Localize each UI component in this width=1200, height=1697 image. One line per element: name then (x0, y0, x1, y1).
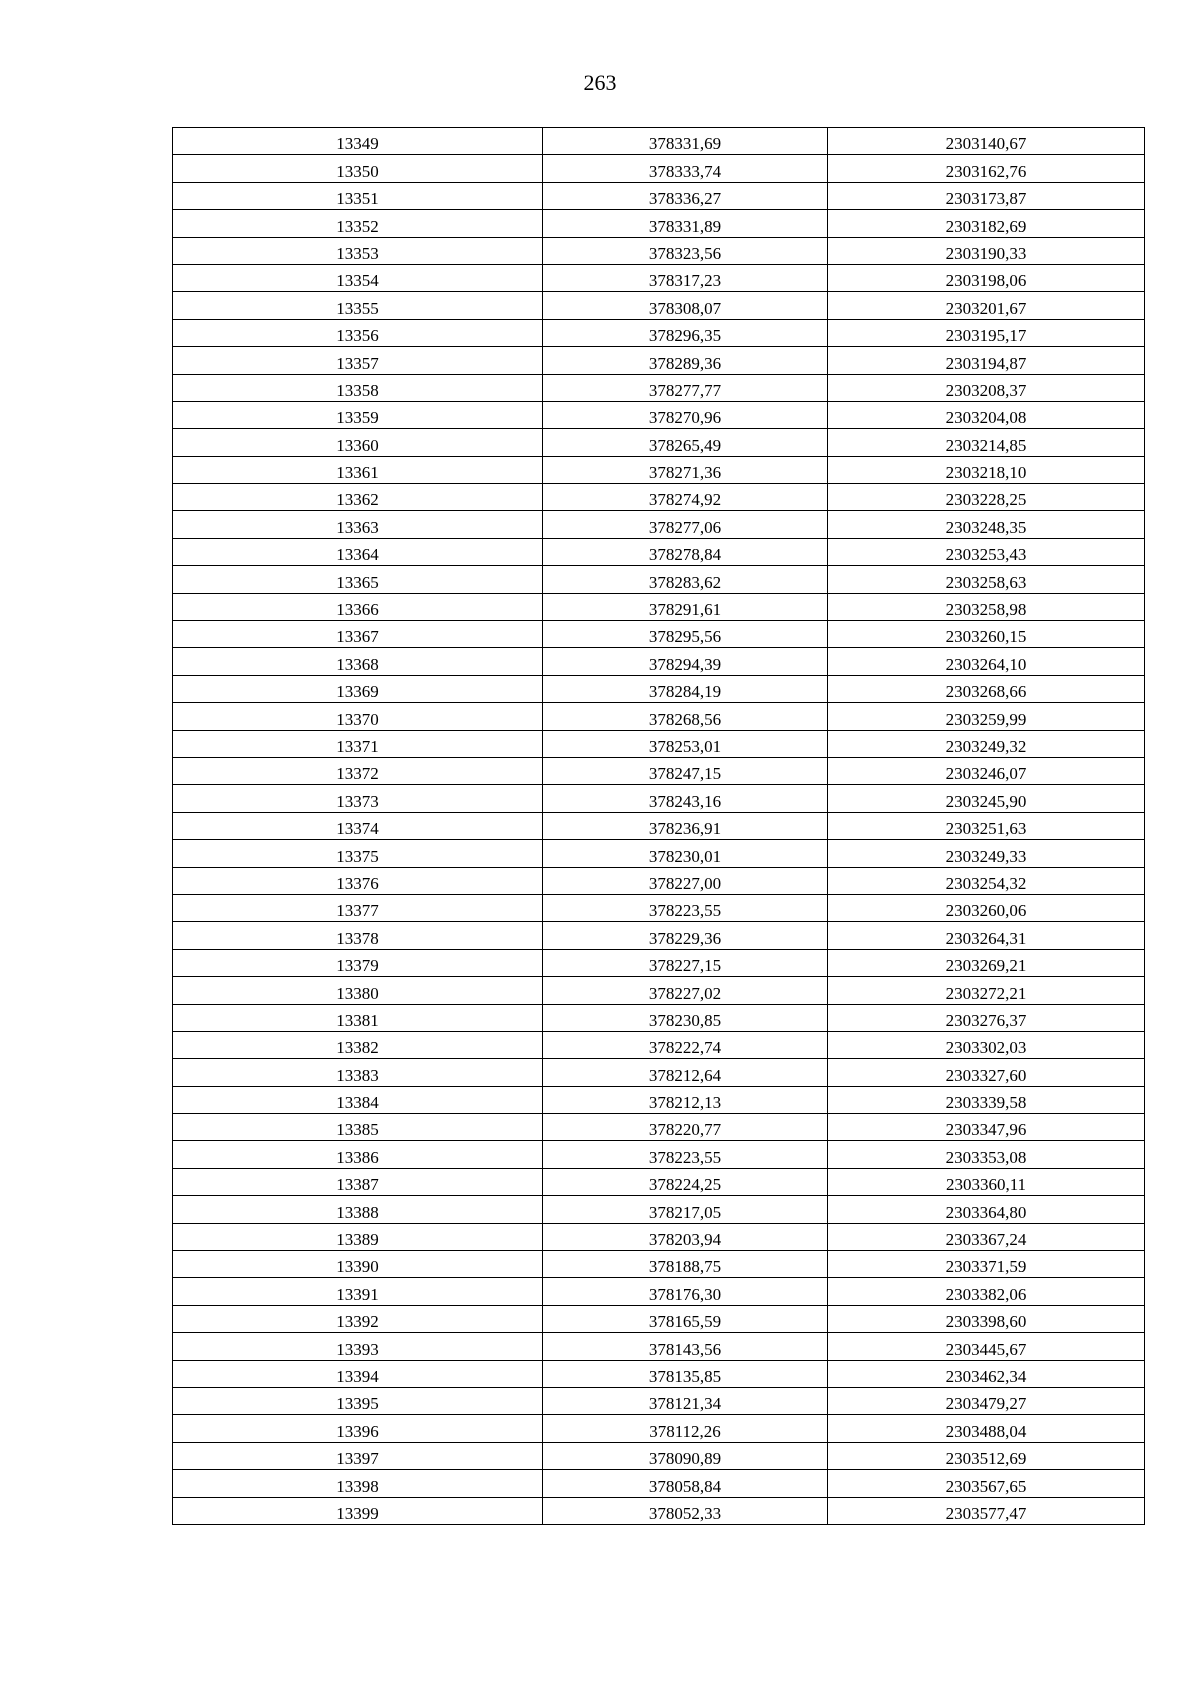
y-coordinate-cell: 2303140,67 (828, 128, 1145, 155)
point-number-cell: 13395 (173, 1387, 543, 1414)
table-row (173, 922, 1145, 949)
x-coordinate-cell: 378090,89 (543, 1442, 828, 1469)
y-coordinate-cell: 2303264,31 (828, 922, 1145, 949)
x-coordinate-cell: 378112,26 (543, 1415, 828, 1442)
point-number-cell: 13370 (173, 703, 543, 730)
table-row (173, 155, 1145, 182)
point-number-cell: 13349 (173, 128, 543, 155)
y-coordinate-cell: 2303268,66 (828, 675, 1145, 702)
table-row (173, 675, 1145, 702)
y-coordinate-cell: 2303269,21 (828, 949, 1145, 976)
y-coordinate-cell: 2303214,85 (828, 429, 1145, 456)
point-number-cell: 13396 (173, 1415, 543, 1442)
point-number-cell: 13353 (173, 237, 543, 264)
point-number-cell: 13397 (173, 1442, 543, 1469)
x-coordinate-cell: 378223,55 (543, 1141, 828, 1168)
point-number-cell: 13383 (173, 1059, 543, 1086)
point-number-cell: 13394 (173, 1360, 543, 1387)
table-row (173, 484, 1145, 511)
point-number-cell: 13391 (173, 1278, 543, 1305)
point-number-cell: 13386 (173, 1141, 543, 1168)
y-coordinate-cell: 2303173,87 (828, 182, 1145, 209)
table-row (173, 374, 1145, 401)
y-coordinate-cell: 2303248,35 (828, 511, 1145, 538)
x-coordinate-cell: 378212,64 (543, 1059, 828, 1086)
point-number-cell: 13377 (173, 894, 543, 921)
x-coordinate-cell: 378236,91 (543, 812, 828, 839)
y-coordinate-cell: 2303488,04 (828, 1415, 1145, 1442)
table-row (173, 1387, 1145, 1414)
table-row (173, 1168, 1145, 1195)
point-number-cell: 13354 (173, 264, 543, 291)
point-number-cell: 13371 (173, 730, 543, 757)
x-coordinate-cell: 378243,16 (543, 785, 828, 812)
point-number-cell: 13385 (173, 1114, 543, 1141)
y-coordinate-cell: 2303249,33 (828, 840, 1145, 867)
table-row (173, 593, 1145, 620)
x-coordinate-cell: 378224,25 (543, 1168, 828, 1195)
x-coordinate-cell: 378220,77 (543, 1114, 828, 1141)
table-row (173, 1305, 1145, 1332)
y-coordinate-cell: 2303228,25 (828, 484, 1145, 511)
point-number-cell: 13363 (173, 511, 543, 538)
table-row (173, 456, 1145, 483)
x-coordinate-cell: 378296,35 (543, 319, 828, 346)
table-row (173, 1278, 1145, 1305)
y-coordinate-cell: 2303398,60 (828, 1305, 1145, 1332)
table-row (173, 757, 1145, 784)
table-row (173, 182, 1145, 209)
table-row (173, 210, 1145, 237)
x-coordinate-cell: 378227,00 (543, 867, 828, 894)
table-row (173, 347, 1145, 374)
x-coordinate-cell: 378270,96 (543, 401, 828, 428)
x-coordinate-cell: 378317,23 (543, 264, 828, 291)
x-coordinate-cell: 378227,15 (543, 949, 828, 976)
x-coordinate-cell: 378165,59 (543, 1305, 828, 1332)
point-number-cell: 13366 (173, 593, 543, 620)
point-number-cell: 13350 (173, 155, 543, 182)
y-coordinate-cell: 2303371,59 (828, 1251, 1145, 1278)
x-coordinate-cell: 378289,36 (543, 347, 828, 374)
y-coordinate-cell: 2303258,63 (828, 566, 1145, 593)
table-row (173, 401, 1145, 428)
x-coordinate-cell: 378212,13 (543, 1086, 828, 1113)
y-coordinate-cell: 2303264,10 (828, 648, 1145, 675)
x-coordinate-cell: 378247,15 (543, 757, 828, 784)
point-number-cell: 13399 (173, 1497, 543, 1524)
table-row (173, 538, 1145, 565)
point-number-cell: 13392 (173, 1305, 543, 1332)
y-coordinate-cell: 2303251,63 (828, 812, 1145, 839)
y-coordinate-cell: 2303195,17 (828, 319, 1145, 346)
table-row (173, 264, 1145, 291)
x-coordinate-cell: 378227,02 (543, 977, 828, 1004)
x-coordinate-cell: 378331,89 (543, 210, 828, 237)
y-coordinate-cell: 2303339,58 (828, 1086, 1145, 1113)
y-coordinate-cell: 2303360,11 (828, 1168, 1145, 1195)
x-coordinate-cell: 378058,84 (543, 1470, 828, 1497)
table-row (173, 1114, 1145, 1141)
y-coordinate-cell: 2303260,15 (828, 621, 1145, 648)
table-row (173, 648, 1145, 675)
y-coordinate-cell: 2303182,69 (828, 210, 1145, 237)
y-coordinate-cell: 2303382,06 (828, 1278, 1145, 1305)
point-number-cell: 13355 (173, 292, 543, 319)
y-coordinate-cell: 2303327,60 (828, 1059, 1145, 1086)
y-coordinate-cell: 2303260,06 (828, 894, 1145, 921)
x-coordinate-cell: 378176,30 (543, 1278, 828, 1305)
x-coordinate-cell: 378277,06 (543, 511, 828, 538)
y-coordinate-cell: 2303254,32 (828, 867, 1145, 894)
x-coordinate-cell: 378278,84 (543, 538, 828, 565)
y-coordinate-cell: 2303302,03 (828, 1031, 1145, 1058)
x-coordinate-cell: 378229,36 (543, 922, 828, 949)
y-coordinate-cell: 2303162,76 (828, 155, 1145, 182)
x-coordinate-cell: 378336,27 (543, 182, 828, 209)
table-row (173, 840, 1145, 867)
y-coordinate-cell: 2303367,24 (828, 1223, 1145, 1250)
point-number-cell: 13364 (173, 538, 543, 565)
y-coordinate-cell: 2303364,80 (828, 1196, 1145, 1223)
point-number-cell: 13369 (173, 675, 543, 702)
point-number-cell: 13351 (173, 182, 543, 209)
y-coordinate-cell: 2303198,06 (828, 264, 1145, 291)
point-number-cell: 13390 (173, 1251, 543, 1278)
y-coordinate-cell: 2303194,87 (828, 347, 1145, 374)
x-coordinate-cell: 378230,85 (543, 1004, 828, 1031)
y-coordinate-cell: 2303258,98 (828, 593, 1145, 620)
table-row (173, 1086, 1145, 1113)
table-row (173, 319, 1145, 346)
x-coordinate-cell: 378217,05 (543, 1196, 828, 1223)
point-number-cell: 13375 (173, 840, 543, 867)
table-row (173, 1470, 1145, 1497)
y-coordinate-cell: 2303462,34 (828, 1360, 1145, 1387)
y-coordinate-cell: 2303347,96 (828, 1114, 1145, 1141)
y-coordinate-cell: 2303218,10 (828, 456, 1145, 483)
table-row (173, 949, 1145, 976)
y-coordinate-cell: 2303512,69 (828, 1442, 1145, 1469)
y-coordinate-cell: 2303246,07 (828, 757, 1145, 784)
point-number-cell: 13393 (173, 1333, 543, 1360)
y-coordinate-cell: 2303249,32 (828, 730, 1145, 757)
point-number-cell: 13380 (173, 977, 543, 1004)
x-coordinate-cell: 378223,55 (543, 894, 828, 921)
y-coordinate-cell: 2303577,47 (828, 1497, 1145, 1524)
point-number-cell: 13382 (173, 1031, 543, 1058)
y-coordinate-cell: 2303276,37 (828, 1004, 1145, 1031)
table-row (173, 1333, 1145, 1360)
y-coordinate-cell: 2303567,65 (828, 1470, 1145, 1497)
x-coordinate-cell: 378222,74 (543, 1031, 828, 1058)
x-coordinate-cell: 378143,56 (543, 1333, 828, 1360)
x-coordinate-cell: 378052,33 (543, 1497, 828, 1524)
y-coordinate-cell: 2303353,08 (828, 1141, 1145, 1168)
x-coordinate-cell: 378274,92 (543, 484, 828, 511)
x-coordinate-cell: 378230,01 (543, 840, 828, 867)
x-coordinate-cell: 378291,61 (543, 593, 828, 620)
table-row (173, 1059, 1145, 1086)
coordinates-table (172, 127, 1145, 1525)
point-number-cell: 13352 (173, 210, 543, 237)
point-number-cell: 13381 (173, 1004, 543, 1031)
point-number-cell: 13359 (173, 401, 543, 428)
point-number-cell: 13387 (173, 1168, 543, 1195)
x-coordinate-cell: 378268,56 (543, 703, 828, 730)
x-coordinate-cell: 378265,49 (543, 429, 828, 456)
table-row (173, 703, 1145, 730)
point-number-cell: 13388 (173, 1196, 543, 1223)
x-coordinate-cell: 378333,74 (543, 155, 828, 182)
x-coordinate-cell: 378203,94 (543, 1223, 828, 1250)
table-row (173, 1497, 1145, 1524)
table-row (173, 1141, 1145, 1168)
table-row (173, 128, 1145, 155)
table-row (173, 1415, 1145, 1442)
point-number-cell: 13357 (173, 347, 543, 374)
page-number: 263 (583, 70, 617, 95)
y-coordinate-cell: 2303208,37 (828, 374, 1145, 401)
y-coordinate-cell: 2303259,99 (828, 703, 1145, 730)
x-coordinate-cell: 378284,19 (543, 675, 828, 702)
x-coordinate-cell: 378295,56 (543, 621, 828, 648)
table-row (173, 894, 1145, 921)
point-number-cell: 13373 (173, 785, 543, 812)
point-number-cell: 13378 (173, 922, 543, 949)
table-row (173, 812, 1145, 839)
x-coordinate-cell: 378277,77 (543, 374, 828, 401)
point-number-cell: 13365 (173, 566, 543, 593)
table-row (173, 1031, 1145, 1058)
point-number-cell: 13372 (173, 757, 543, 784)
table-row (173, 1196, 1145, 1223)
y-coordinate-cell: 2303204,08 (828, 401, 1145, 428)
point-number-cell: 13389 (173, 1223, 543, 1250)
x-coordinate-cell: 378331,69 (543, 128, 828, 155)
x-coordinate-cell: 378294,39 (543, 648, 828, 675)
y-coordinate-cell: 2303479,27 (828, 1387, 1145, 1414)
table-row (173, 429, 1145, 456)
table-row (173, 785, 1145, 812)
table-row (173, 292, 1145, 319)
table-row (173, 867, 1145, 894)
point-number-cell: 13376 (173, 867, 543, 894)
table-row (173, 1360, 1145, 1387)
table-row (173, 566, 1145, 593)
x-coordinate-cell: 378135,85 (543, 1360, 828, 1387)
point-number-cell: 13379 (173, 949, 543, 976)
point-number-cell: 13368 (173, 648, 543, 675)
table-row (173, 730, 1145, 757)
point-number-cell: 13367 (173, 621, 543, 648)
x-coordinate-cell: 378188,75 (543, 1251, 828, 1278)
point-number-cell: 13361 (173, 456, 543, 483)
coordinates-table-body (173, 128, 1145, 1525)
y-coordinate-cell: 2303445,67 (828, 1333, 1145, 1360)
table-row (173, 237, 1145, 264)
table-row (173, 1442, 1145, 1469)
y-coordinate-cell: 2303272,21 (828, 977, 1145, 1004)
y-coordinate-cell: 2303253,43 (828, 538, 1145, 565)
point-number-cell: 13360 (173, 429, 543, 456)
x-coordinate-cell: 378271,36 (543, 456, 828, 483)
x-coordinate-cell: 378323,56 (543, 237, 828, 264)
x-coordinate-cell: 378121,34 (543, 1387, 828, 1414)
point-number-cell: 13356 (173, 319, 543, 346)
table-row (173, 621, 1145, 648)
point-number-cell: 13384 (173, 1086, 543, 1113)
table-row (173, 1004, 1145, 1031)
x-coordinate-cell: 378308,07 (543, 292, 828, 319)
table-row (173, 511, 1145, 538)
table-row (173, 1251, 1145, 1278)
table-row (173, 1223, 1145, 1250)
point-number-cell: 13398 (173, 1470, 543, 1497)
y-coordinate-cell: 2303190,33 (828, 237, 1145, 264)
y-coordinate-cell: 2303245,90 (828, 785, 1145, 812)
x-coordinate-cell: 378253,01 (543, 730, 828, 757)
point-number-cell: 13358 (173, 374, 543, 401)
point-number-cell: 13374 (173, 812, 543, 839)
point-number-cell: 13362 (173, 484, 543, 511)
y-coordinate-cell: 2303201,67 (828, 292, 1145, 319)
table-row (173, 977, 1145, 1004)
x-coordinate-cell: 378283,62 (543, 566, 828, 593)
